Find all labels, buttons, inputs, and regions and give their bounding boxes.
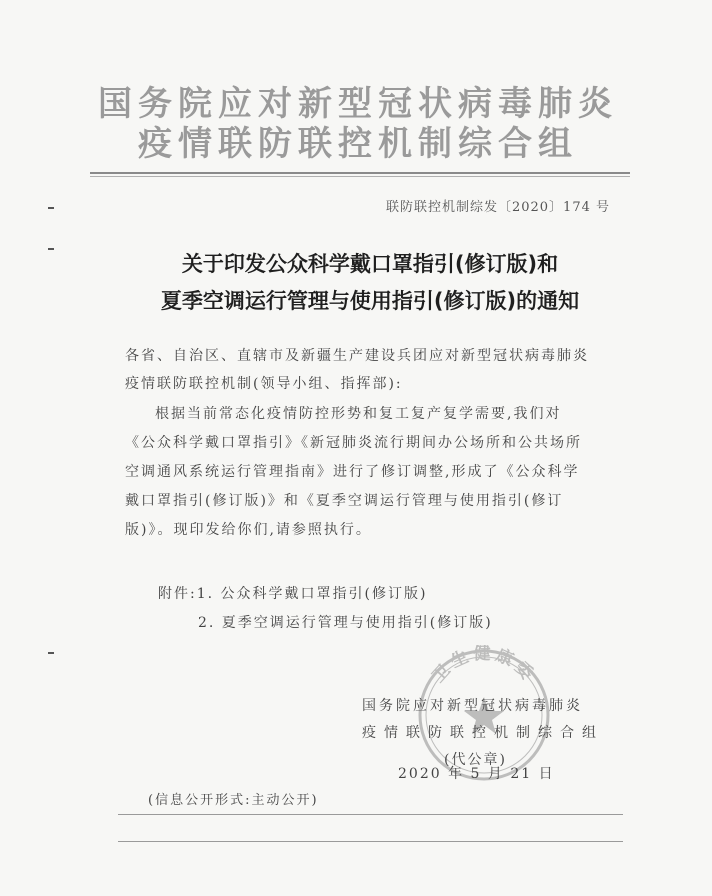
attachment-1: 附件:1. 公众科学戴口罩指引(修订版) (158, 586, 428, 602)
body-paragraph-line: 空调通风系统运行管理指南》进行了修订调整,形成了《公众科学 (125, 464, 580, 480)
binding-mark (48, 652, 54, 654)
signature-date: 2020 年 5 月 21 日 (398, 766, 555, 782)
body-paragraph-line: 戴口罩指引(修订版)》和《夏季空调运行管理与使用指引(修订 (125, 493, 564, 509)
document-number: 联防联控机制综发〔2020〕174 号 (385, 200, 610, 215)
recipients-line-2: 疫情联防联控机制(领导小组、指挥部): (125, 376, 403, 392)
footer-rule-top (118, 814, 623, 815)
signature-line-1: 国务院应对新型冠状病毒肺炎 (362, 698, 583, 714)
header-rule-thin (90, 176, 630, 177)
issuer-header-line-2: 疫情联防联控机制综合组 (138, 124, 578, 164)
body-paragraph-line: 版)》。现印发给你们,请参照执行。 (125, 522, 372, 538)
notice-title-line-1: 关于印发公众科学戴口罩指引(修订版)和 (181, 252, 559, 276)
notice-title-line-2: 夏季空调运行管理与使用指引(修订版)的通知 (160, 289, 580, 313)
attachment-2: 2. 夏季空调运行管理与使用指引(修订版) (198, 615, 493, 631)
binding-mark (48, 207, 54, 209)
disclosure-note: (信息公开形式:主动公开) (148, 793, 319, 808)
issuer-header-line-1: 国务院应对新型冠状病毒肺炎 (98, 84, 618, 124)
signature-seal-note: (代公章) (444, 752, 507, 768)
binding-mark (48, 248, 54, 250)
body-paragraph-line: 《公众科学戴口罩指引》《新冠肺炎流行期间办公场所和公共场所 (125, 435, 582, 451)
recipients-line-1: 各省、自治区、直辖市及新疆生产建设兵团应对新型冠状病毒肺炎 (125, 348, 589, 364)
body-paragraph-line: 根据当前常态化疫情防控形势和复工复产复学需要,我们对 (155, 406, 562, 422)
footer-rule-bottom (118, 841, 623, 842)
signature-line-2: 疫情联防联控机制综合组 (362, 725, 604, 741)
header-rule (90, 172, 630, 174)
seal-text: 卫生健康委 (428, 645, 540, 687)
